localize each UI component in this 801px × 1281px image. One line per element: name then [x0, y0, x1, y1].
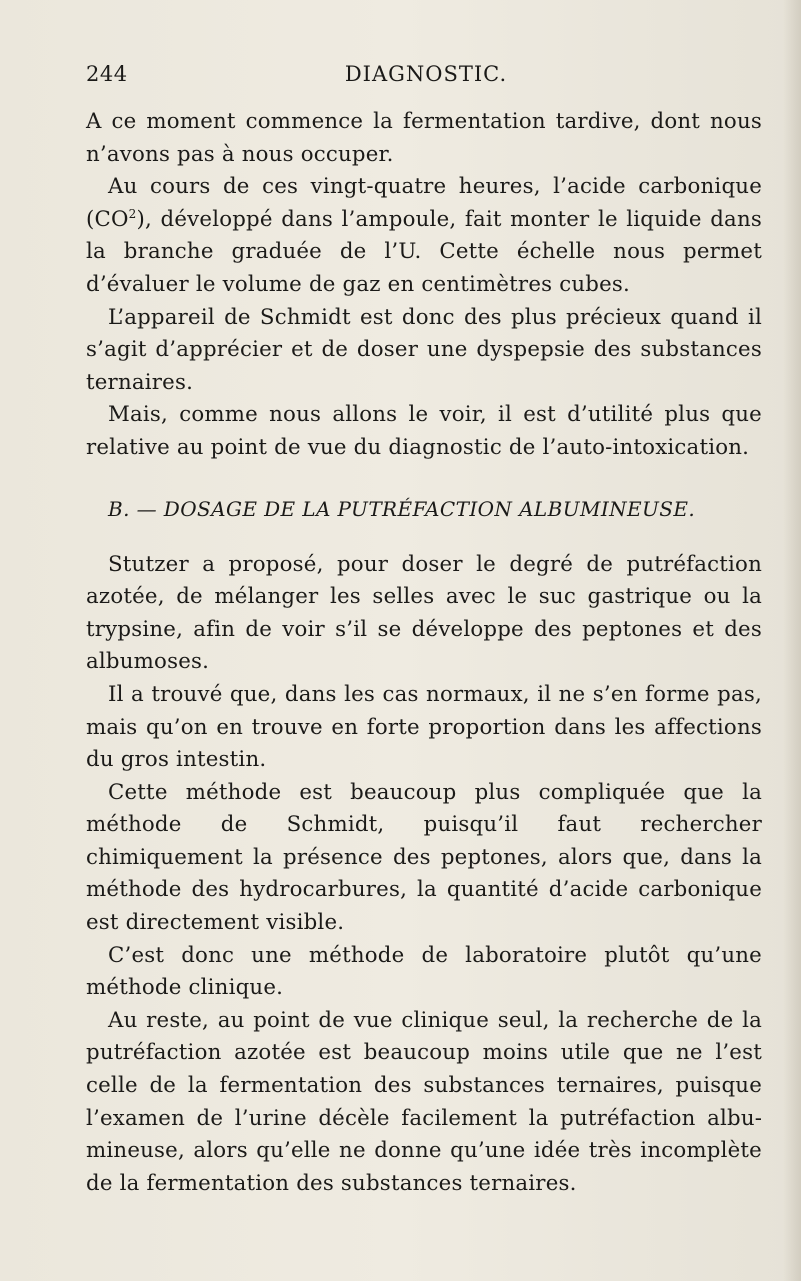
- page-edge-shadow: [783, 0, 801, 1281]
- paragraph-9: Au reste, au point de vue clinique seul, la recherche de la putréfaction azotée est beaucoup moins utile que ne l’est celle de la fermentation des substances ternaires, puisque l’examen de l’urine décèle facilement la putréfaction albumineuse, alors qu’elle ne donne qu’une idée très incomplète de la fermentation des substances ternaires.: [86, 1007, 762, 1196]
- paragraph-4: Mais, comme nous allons le voir, il est d’utilité plus que relative au point de vue du diagnostic de l’auto-intoxication.: [86, 402, 762, 460]
- paragraph-5: Stutzer a proposé, pour doser le degré de putréfaction azotée, de mélanger les selles avec le suc gastrique ou la trypsine, afin de voir s’il se développe des peptones et des albumoses.: [86, 551, 762, 675]
- section-heading: B. — DOSAGE DE LA PUTRÉFACTION ALBUMINEUSE.: [108, 496, 696, 521]
- co2-superscript: 2: [128, 206, 137, 221]
- body-text: [86, 106, 762, 1200]
- paragraph-8: C’est donc une méthode de laboratoire plutôt qu’une méthode clinique.: [86, 942, 762, 1001]
- paragraph-1: A ce moment commence la fermentation tardive, dont nous n’avons pas à nous occuper.: [86, 109, 762, 167]
- page-number: 244: [86, 62, 128, 86]
- page-header: [86, 62, 766, 92]
- running-title: DIAGNOSTIC.: [344, 62, 508, 86]
- paragraph-6: Il a trouvé que, dans les cas normaux, il ne s’en forme pas, mais qu’on en trouve en forte proportion dans les affections du gros intestin.: [86, 681, 762, 773]
- paragraph-7: Cette méthode est beaucoup plus compliquée que la méthode de Schmidt, puisqu’il faut rechercher chimiquement la présence des peptones, alors que, dans la méthode des hydrocarbures, la quantité d’acide carbonique est directement visible.: [86, 779, 762, 936]
- paragraph-2: [86, 171, 762, 301]
- paragraph-2-end: ), développé dans l’ampoule, fait monter le liquide dans la branche graduée de l’U. Cette échelle nous permet d’évaluer le volume de gaz en centimètres cubes.: [86, 206, 762, 297]
- paragraph-3: L’appareil de Schmidt est donc des plus précieux quand il s’agit d’apprécier et de doser une dyspepsie des substances ternaires.: [86, 304, 762, 395]
- paragraph-2-start: Au cours de ces vingt-quatre heures, l’acide carbonique (CO: [86, 174, 762, 232]
